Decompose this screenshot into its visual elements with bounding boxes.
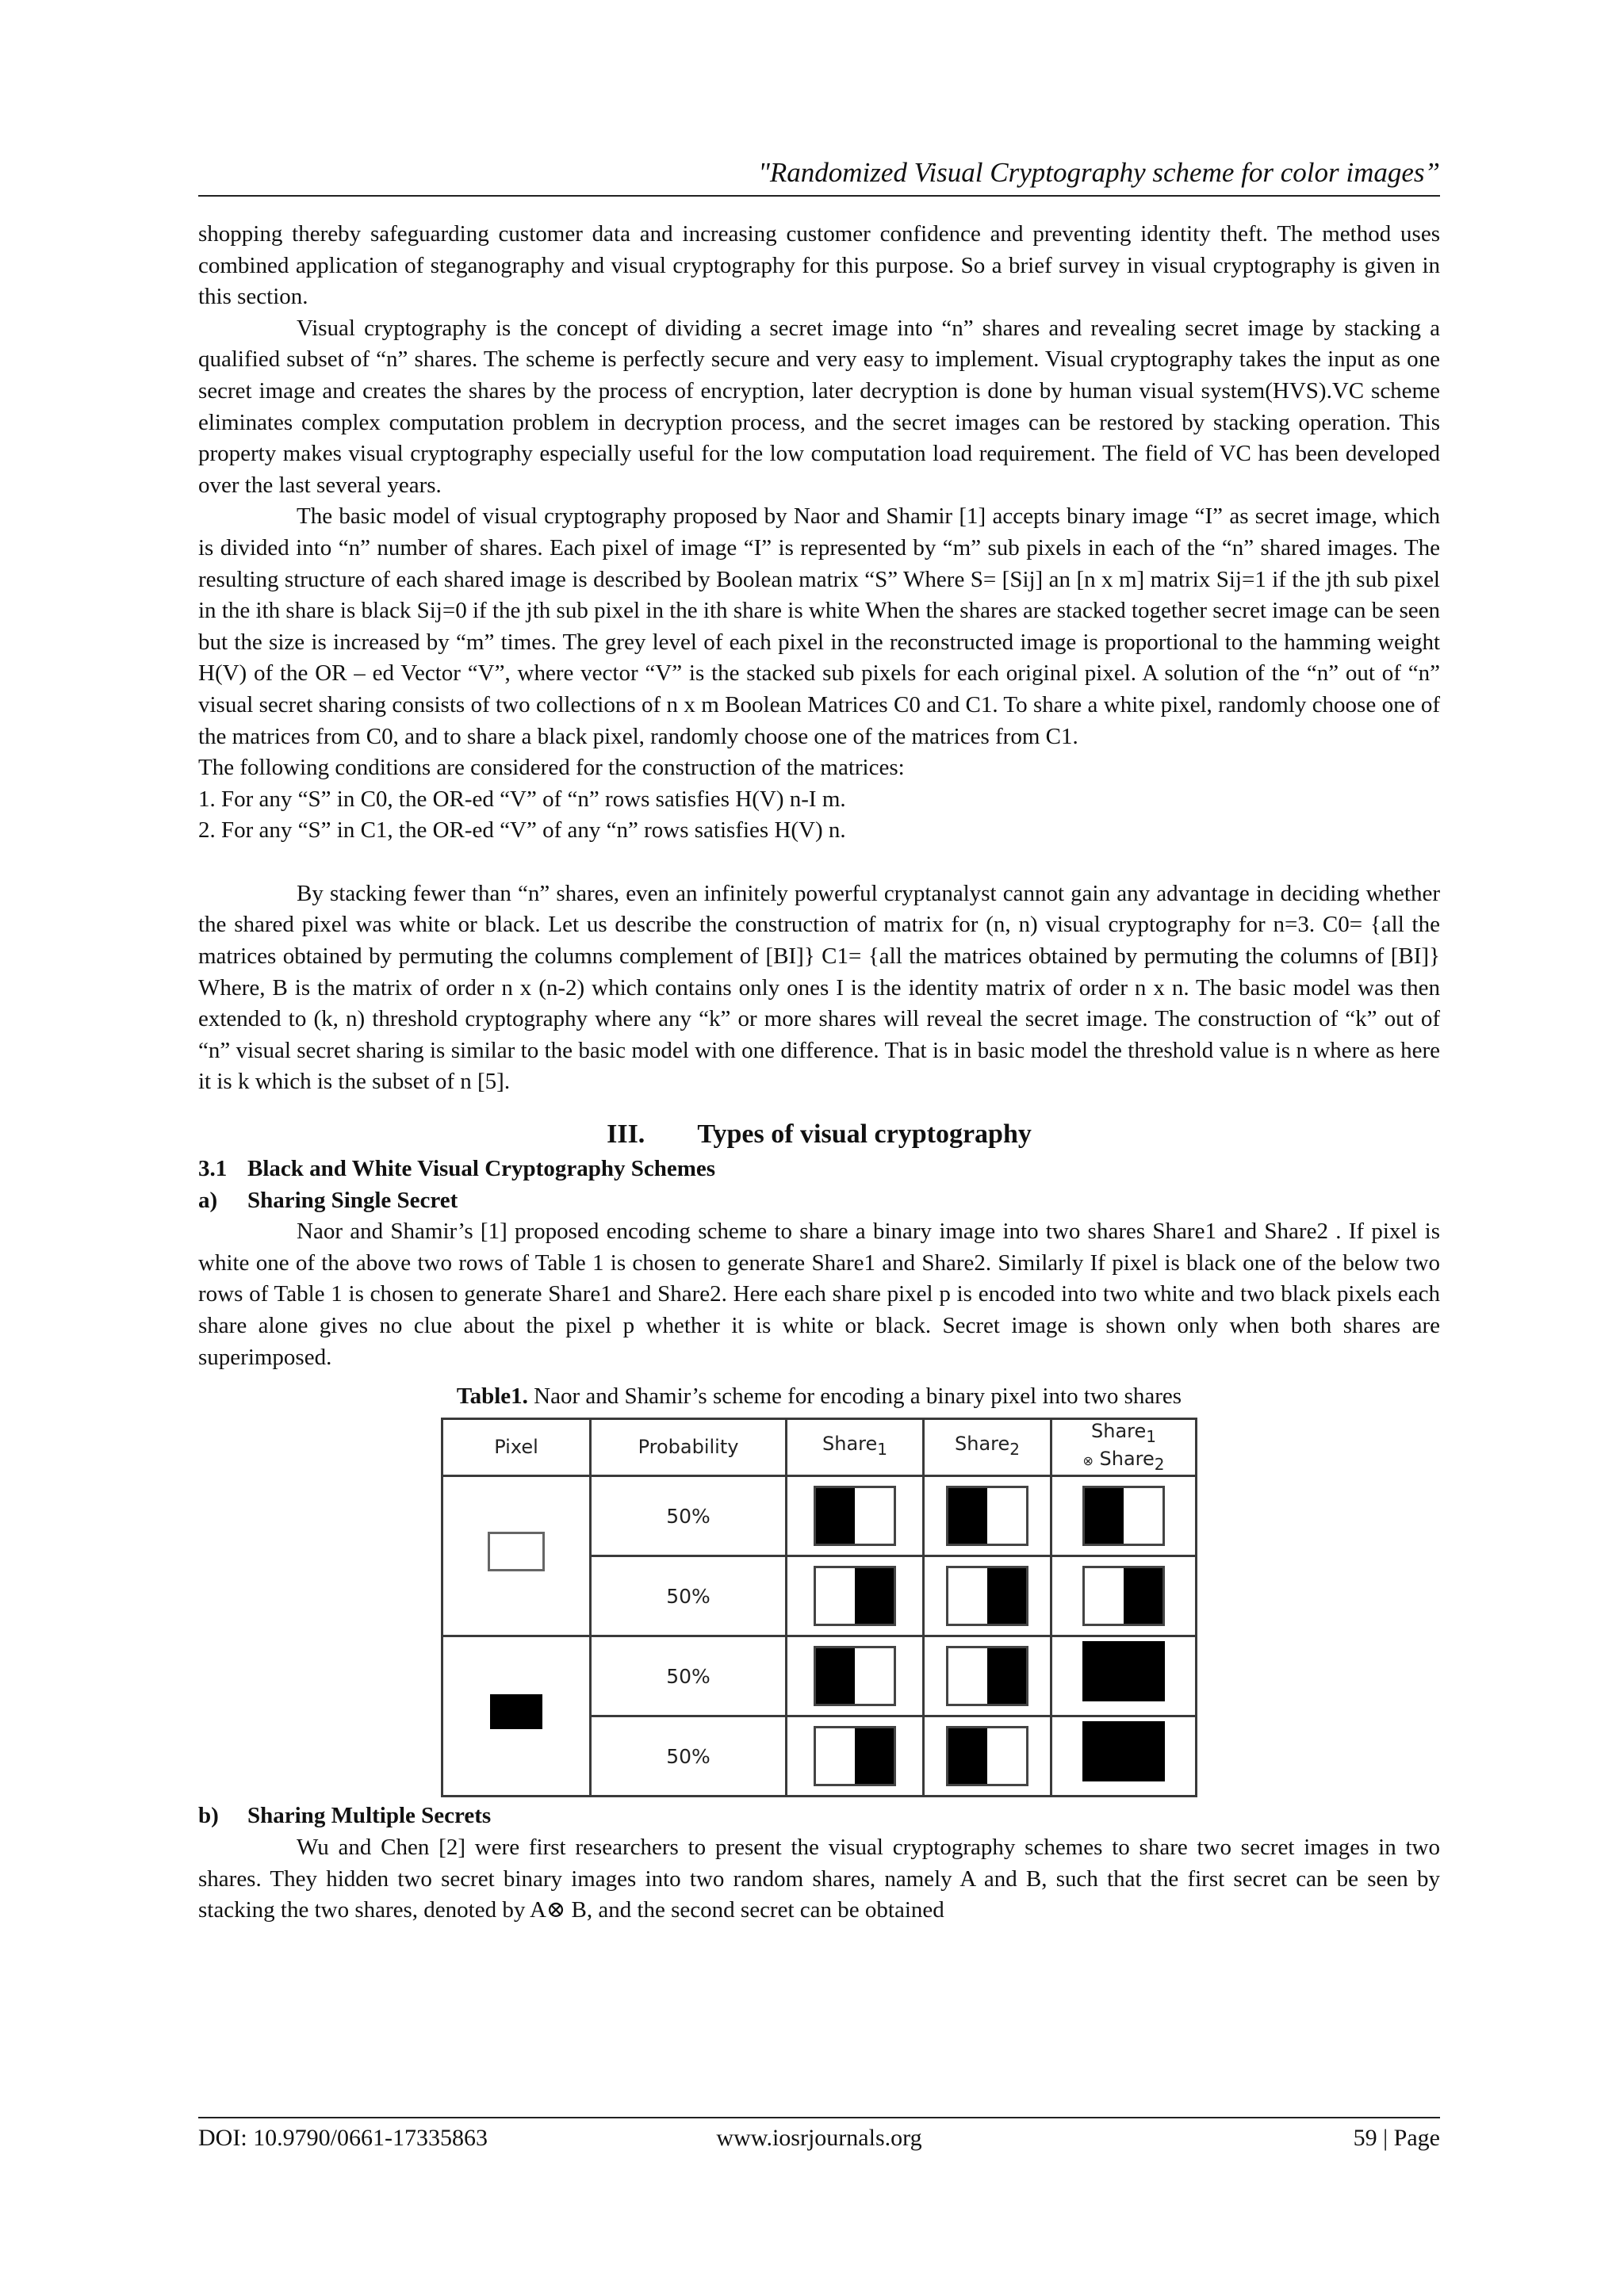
table-caption-text: Naor and Shamir’s scheme for encoding a binary pixel into two shares xyxy=(527,1383,1182,1410)
paragraph-stacking: By stacking fewer than “n” shares, even an infinitely powerful cryptanalyst cannot gain any advantage in deciding whether the shared pixel was white or black. Let us describe the construction of matrix for (n, n) visual cryptography for n=3. C0= {all the matrices obtained by permuting the columns complement of [BI]} C1= {all the matrices obtained by permuting the columns of [BI]} Where, B is the matrix of order n x (n-2) which contains only ones I is the identity matrix of order n x n. The basic model was then extended to (k, n) threshold cryptography where any “k” or more shares will reveal the secret image. The construction of “k” out of “n” visual secret sharing is similar to the basic model with one difference. That is in basic model the threshold value is n where as here it is k which is the subset of n [5]. xyxy=(198,880,1440,1095)
header-pixel: Pixel xyxy=(442,1418,591,1476)
subsection-heading xyxy=(198,1154,1440,1185)
share1-cell xyxy=(787,1476,924,1556)
white-pixel-swatch xyxy=(488,1532,545,1571)
share2-cell xyxy=(924,1556,1051,1636)
subheading-a xyxy=(198,1185,1440,1217)
stacked-cell xyxy=(1051,1556,1197,1636)
header-stacked: Share$_1$ ⊗ Share$_2$ xyxy=(1051,1418,1197,1476)
subheading-b xyxy=(198,1800,1440,1832)
paragraph-intro-3: The basic model of visual cryptography proposed by Naor and Shamir [1] accepts binary image “I” as secret image, which is divided into “n” number of shares. Each pixel of image “I” is represented by “m” sub pixels in each of the “n” shared images. The resulting structure of each shared image is described by Boolean matrix “S” Where S= [Sij] an [n x m] matrix Sij=1 if the jth sub pixel in the ith share is black Sij=0 if the jth sub pixel in the ith share is white When the shares are stacked together secret image can be seen but the size is increased by “m” times. The grey level of each pixel in the reconstructed image is proportional to the hamming weight H(V) of the OR – ed Vector “V”, where vector “V” is the stacked sub pixels for each original pixel. A solution of the “n” out of “n” visual secret sharing consists of two collections of n x m Boolean Matrices C0 and C1. To share a white pixel, randomly choose one of the matrices from C0, and to share a black pixel, randomly choose one of the matrices from C1. xyxy=(198,503,1440,749)
encoding-table xyxy=(441,1418,1197,1798)
subheading-a-label: a) xyxy=(198,1187,218,1213)
share1-cell xyxy=(787,1636,924,1716)
condition-item-2: 2. For any “S” in C1, the OR-ed “V” of any “n” rows satisfies H(V) n. xyxy=(198,817,846,844)
paragraph-intro-2: Visual cryptography is the concept of dividing a secret image into “n” shares and revealing secret image by stacking a qualified subset of “n” shares. The scheme is perfectly secure and very easy to implement. Visual cryptography takes the input as one secret image and creates the shares by the process of encryption, later decryption is done by human visual system(HVS).VC scheme eliminates complex computation problem in decryption process, and the secret images can be restored by stacking operation. This property makes visual cryptography especially useful for the low computation load requirement. The field of VC has been developed over the last several years. xyxy=(198,315,1440,498)
paragraph-multiple-secrets: Wu and Chen [2] were first researchers to present the visual cryptography schemes to share two secret images in two shares. They hidden two secret binary images into two random shares, namely A and B, such that the first secret can be seen by stacking the two shares, denoted by A⊗ B, and the second secret can be obtained xyxy=(198,1834,1440,1923)
paragraph-intro-1: shopping thereby safeguarding customer data and increasing customer confidence and preventing identity theft. The method uses combined application of steganography and visual cryptography for this purpose. So a brief survey in visual cryptography is given in this section. xyxy=(198,221,1440,310)
subheading-b-title: Sharing Multiple Secrets xyxy=(247,1803,492,1829)
share2-cell xyxy=(924,1476,1051,1556)
header-divider xyxy=(198,195,1440,197)
subsection-number: 3.1 xyxy=(198,1156,228,1182)
stacked-cell xyxy=(1051,1636,1197,1716)
stacked-cell xyxy=(1051,1716,1197,1797)
condition-item-1: 1. For any “S” in C0, the OR-ed “V” of “n” rows satisfies H(V) n-I m. xyxy=(198,786,846,812)
probability-cell: 50% xyxy=(591,1636,787,1716)
article-body xyxy=(198,219,1440,1927)
probability-cell: 50% xyxy=(591,1556,787,1636)
header-share2: Share$_2$ xyxy=(924,1418,1051,1476)
share2-cell xyxy=(924,1636,1051,1716)
stacked-cell xyxy=(1051,1476,1197,1556)
subheading-b-label: b) xyxy=(198,1803,219,1829)
share1-cell xyxy=(787,1556,924,1636)
running-header: "Randomized Visual Cryptography scheme for color images” xyxy=(758,157,1440,188)
pixel-white-cell xyxy=(442,1476,591,1636)
subsection-title: Black and White Visual Cryptography Schemes xyxy=(247,1156,716,1182)
conditions-intro: The following conditions are considered for the construction of the matrices: xyxy=(198,755,905,781)
footer-site: www.iosrjournals.org xyxy=(716,2125,922,2151)
table-caption xyxy=(198,1381,1440,1413)
section-heading xyxy=(198,1117,1440,1152)
pixel-black-cell xyxy=(442,1636,591,1797)
table-caption-label: Table1. xyxy=(456,1383,528,1410)
header-probability: Probability xyxy=(591,1418,787,1476)
section-number: III. xyxy=(607,1119,645,1150)
share1-cell xyxy=(787,1716,924,1797)
probability-cell: 50% xyxy=(591,1476,787,1556)
footer-page-number: 59 | Page xyxy=(1353,2125,1440,2151)
paper-page xyxy=(198,0,1440,2296)
black-pixel-swatch xyxy=(490,1694,542,1729)
subheading-a-title: Sharing Single Secret xyxy=(247,1187,458,1213)
share2-cell xyxy=(924,1716,1051,1797)
paragraph-single-secret: Naor and Shamir’s [1] proposed encoding scheme to share a binary image into two shares Share1 and Share2 . If pixel is white one of the above two rows of Table 1 is chosen to generate Share1 and Share2. Similarly If pixel is black one of the below two rows of Table 1 is chosen to generate Share1 and Share2. Here each share pixel p is encoded into two white and two black pixels each share alone gives no clue about the pixel p whether it is white or black. Secret image is shown only when both shares are superimposed. xyxy=(198,1219,1440,1370)
section-title: Types of visual cryptography xyxy=(697,1119,1032,1150)
footer-divider xyxy=(198,2117,1440,2118)
probability-cell: 50% xyxy=(591,1716,787,1797)
header-share1: Share$_1$ xyxy=(787,1418,924,1476)
footer-doi: DOI: 10.9790/0661-17335863 xyxy=(198,2125,488,2151)
